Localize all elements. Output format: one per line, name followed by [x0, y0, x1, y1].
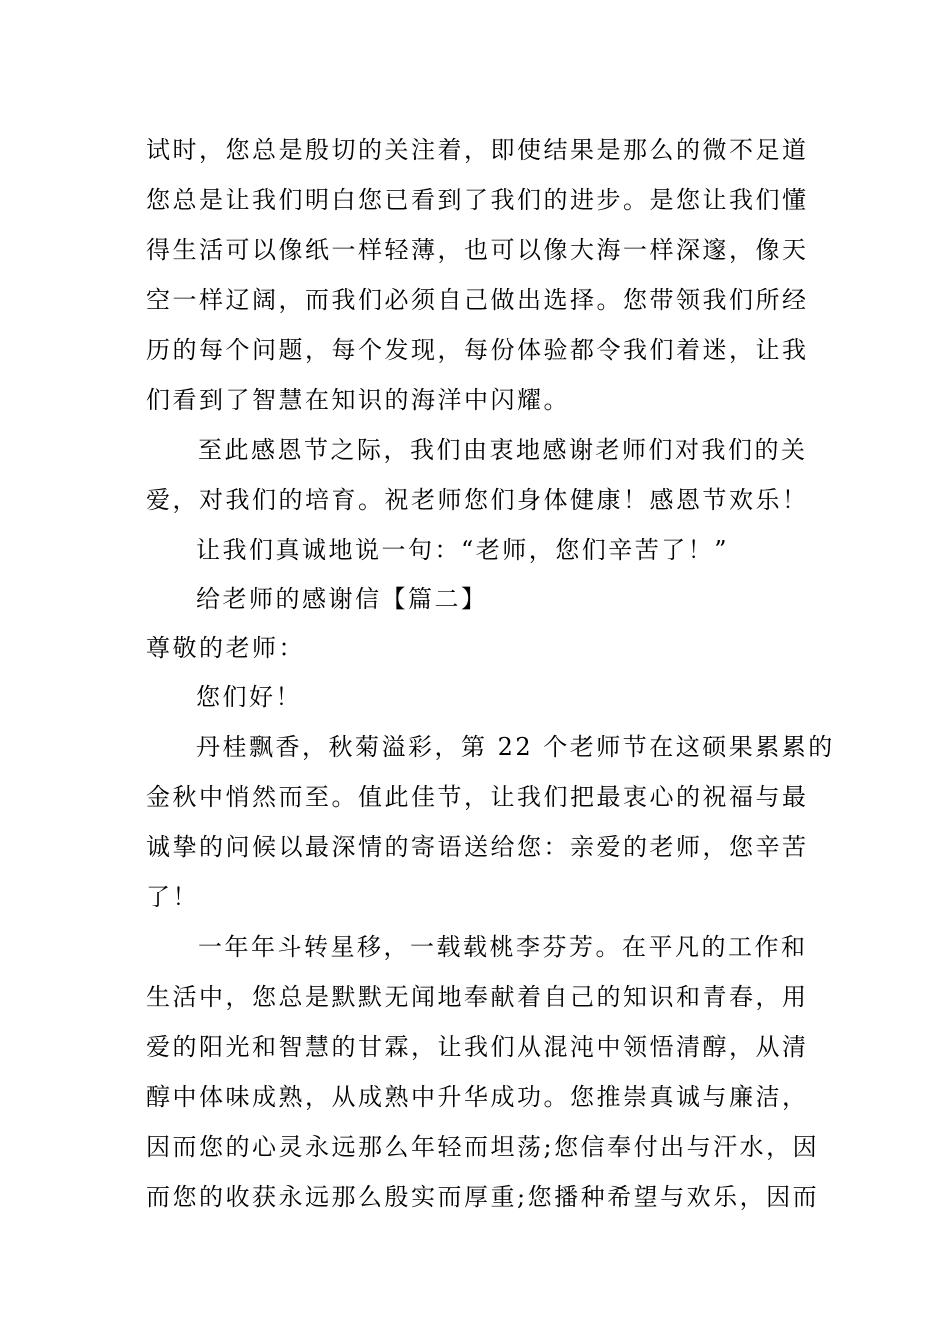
text-line: 金秋中悄然而至。值此佳节，让我们把最衷心的祝福与最: [146, 783, 809, 811]
text-line: 因而您的心灵永远那么年轻而坦荡;您信奉付出与汗水，因: [146, 1133, 820, 1161]
text-line: 了！: [146, 883, 199, 911]
text-line: 醇中体味成熟，从成熟中升华成功。您推崇真诚与廉洁，: [146, 1083, 809, 1111]
text-line: 们看到了智慧在知识的海洋中闪耀。: [146, 386, 570, 414]
text-line: 一年年斗转星移，一载载桃李芬芳。在平凡的工作和: [198, 933, 808, 961]
text-line: 您总是让我们明白您已看到了我们的进步。是您让我们懂: [146, 186, 809, 214]
text-line: 让我们真诚地说一句：“老师，您们辛苦了！”: [196, 536, 730, 564]
text-line: 至此感恩节之际，我们由衷地感谢老师们对我们的关: [198, 436, 808, 464]
greeting: 您们好！: [196, 683, 302, 711]
text-line: 生活中，您总是默默无闻地奉献着自己的知识和青春，用: [146, 983, 809, 1011]
text-line: 试时，您总是殷切的关注着，即使结果是那么的微不足道: [146, 136, 809, 164]
salutation: 尊敬的老师：: [146, 634, 305, 662]
text-line: 诚挚的问候以最深情的寄语送给您：亲爱的老师，您辛苦: [146, 833, 809, 861]
section-heading: 给老师的感谢信【篇二】: [196, 585, 488, 613]
text-line: 爱，对我们的培育。祝老师您们身体健康！感恩节欢乐！: [146, 486, 809, 514]
text-line: 爱的阳光和智慧的甘霖，让我们从混沌中领悟清醇，从清: [146, 1033, 809, 1061]
text-line: 而您的收获永远那么殷实而厚重;您播种希望与欢乐，因而: [146, 1183, 820, 1211]
text-line: 空一样辽阔，而我们必须自己做出选择。您带领我们所经: [146, 286, 809, 314]
text-line: 得生活可以像纸一样轻薄，也可以像大海一样深邃，像天: [146, 236, 809, 264]
text-line: 丹桂飘香，秋菊溢彩，第 22 个老师节在这硕果累累的: [196, 733, 835, 761]
text-line: 历的每个问题，每个发现，每份体验都令我们着迷，让我: [146, 336, 809, 364]
